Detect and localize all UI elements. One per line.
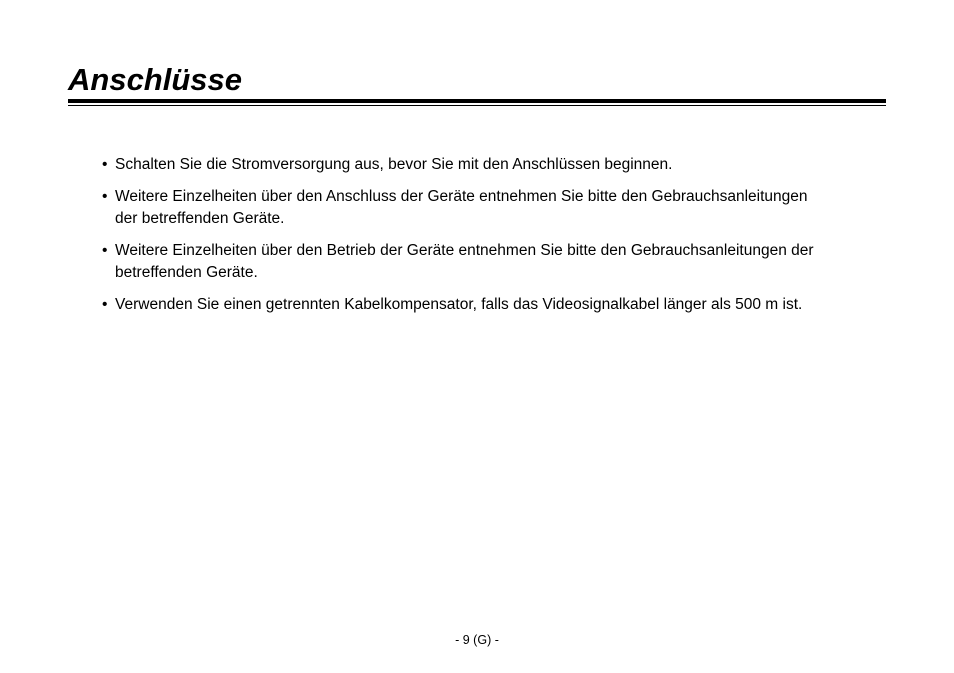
list-item — [102, 240, 822, 284]
list-item — [102, 154, 822, 176]
list-item-text: Weitere Einzelheiten über den Anschluss der Geräte entnehmen Sie bitte den Gebrauchsanleitungen der betreffenden Geräte. — [115, 188, 808, 227]
bullet-list — [102, 154, 822, 326]
title-underline-thick — [68, 99, 886, 103]
page-number: - 9 (G) - — [455, 633, 499, 647]
bullet-icon: • — [102, 242, 108, 259]
list-item — [102, 294, 822, 316]
bullet-icon: • — [102, 156, 108, 173]
bullet-icon: • — [102, 296, 108, 313]
list-item-text: Schalten Sie die Stromversorgung aus, bevor Sie mit den Anschlüssen beginnen. — [115, 156, 673, 173]
page-title: Anschlüsse — [68, 62, 243, 97]
list-item-text: Weitere Einzelheiten über den Betrieb der Geräte entnehmen Sie bitte den Gebrauchsanleitungen der betreffenden Geräte. — [115, 242, 814, 281]
bullet-icon: • — [102, 188, 108, 205]
title-underline-thin — [68, 105, 886, 106]
list-item-text: Verwenden Sie einen getrennten Kabelkompensator, falls das Videosignalkabel länger als 500 m ist. — [115, 296, 803, 313]
list-item — [102, 186, 822, 230]
